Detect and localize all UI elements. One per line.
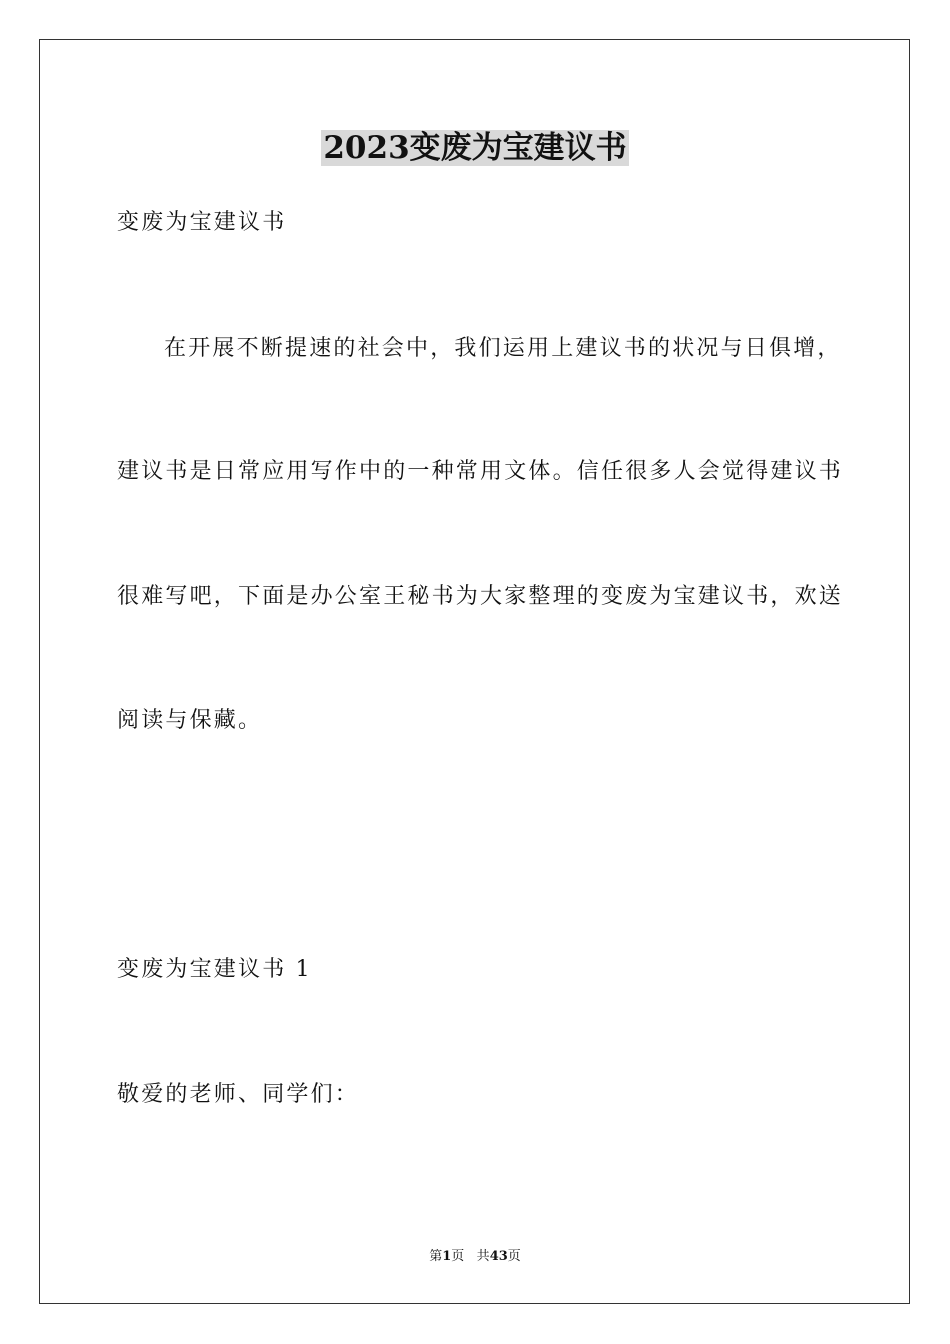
paragraph-line-2: 建议书是日常应用写作中的一种常用文体。信任很多人会觉得建议书 [117, 459, 844, 484]
page-footer [0, 1248, 950, 1266]
section-heading: 变废为宝建议书 1 [117, 957, 312, 982]
page-suffix: 页 [451, 1249, 465, 1264]
total-prefix: 共 [476, 1249, 490, 1264]
page-number: 1 [442, 1249, 452, 1264]
paragraph-line-3: 很难写吧，下面是办公室王秘书为大家整理的变废为宝建议书，欢送 [117, 584, 844, 609]
document-title [0, 126, 950, 170]
document-subtitle: 变废为宝建议书 [117, 210, 287, 235]
paragraph-line-4: 阅读与保藏。 [117, 708, 263, 733]
paragraph-line-1: 在开展不断提速的社会中，我们运用上建议书的状况与日俱增， [164, 336, 842, 361]
salutation: 敬爱的老师、同学们： [117, 1082, 360, 1107]
document-title-text: 2023变废为宝建议书 [323, 130, 627, 166]
page-prefix: 第 [429, 1249, 443, 1264]
total-pages: 43 [489, 1249, 508, 1264]
total-suffix: 页 [507, 1249, 521, 1264]
